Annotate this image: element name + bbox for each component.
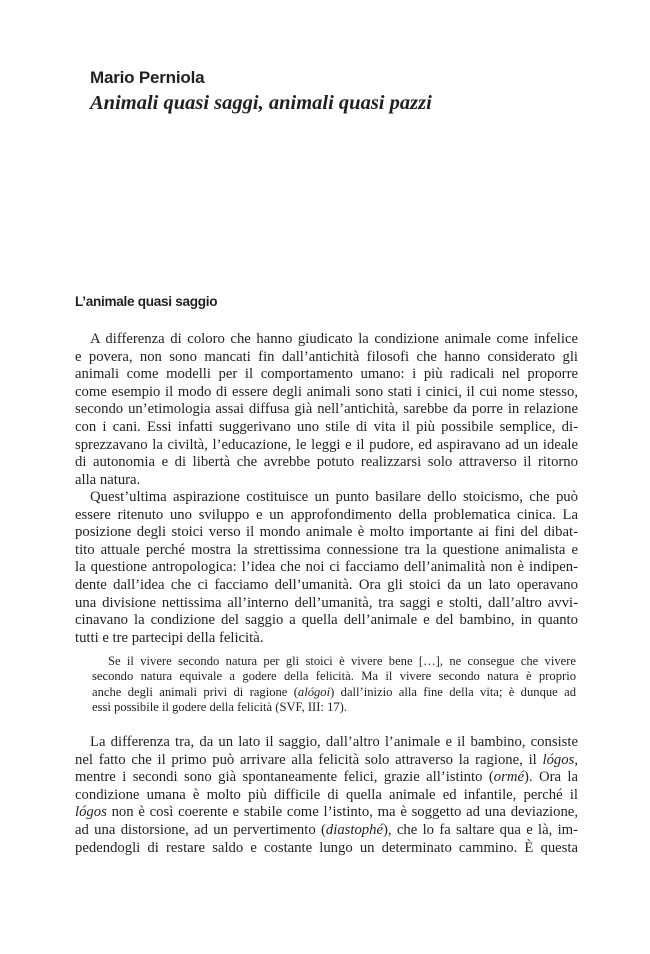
quote-line: Se il vivere secondo natura per gli stoici è vivere bene […], ne consegue che vivere bbox=[108, 654, 576, 668]
paragraph-line: La differenza tra, da un lato il saggio, dall’altro l’animale e il bambino, consiste bbox=[90, 734, 578, 750]
paragraph-line: secondo un’etimologia assai diffusa già nell’antichità, sarebbe da porre in relazione bbox=[75, 401, 578, 418]
paragraph-line: cinavano la condizione del saggio a quella dell’animale e del bambino, in quanto bbox=[75, 612, 578, 629]
paragraph-line: tutti e tre partecipi della felicità. bbox=[75, 629, 264, 646]
paragraph-line: animali come modelli per il comportamento umano: i più radicali nel proporre bbox=[75, 366, 578, 383]
paragraph-line: la questione antropologica: l’idea che noi ci facciamo dell’animalità non è indipen- bbox=[75, 559, 578, 576]
paragraph-line: essere ritenuto uno sviluppo e un approfondimento della problematica cinica. La bbox=[75, 506, 578, 523]
italic-term: lógos bbox=[542, 751, 575, 768]
paragraph-line: pedendogli di restare saldo e costante lungo un determinato cammino. È questa bbox=[75, 839, 578, 856]
paragraph-line: come esempio il modo di essere degli animali sono stati i cinici, il cui nome stesso, bbox=[75, 383, 578, 400]
paragraph-line bbox=[75, 822, 578, 840]
paragraph-line bbox=[75, 752, 578, 770]
paragraph-line: A differenza di coloro che hanno giudicato la condizione animale come infelice bbox=[90, 331, 578, 347]
paragraph-line: condizione umana è molto più difficile di quella animale ed infantile, perché il bbox=[75, 786, 578, 803]
paragraph-line bbox=[75, 804, 578, 822]
paragraph-2 bbox=[75, 489, 578, 647]
quote-line: essi possibile il godere della felicità (SVF, III: 17). bbox=[92, 700, 348, 715]
paragraph-text: ), che lo fa saltare qua e là, im- bbox=[383, 821, 578, 838]
paragraph-line: e povera, non sono mancati fin dall’antichità filosofi che hanno considerato gli bbox=[75, 348, 578, 365]
paragraph-text: nel fatto che il primo può arrivare alla felicità solo attraverso la ragione, il bbox=[75, 751, 543, 768]
quote-italic-term: alógoi bbox=[297, 684, 331, 699]
paragraph-text: non è così coerente e stabile come l’istinto, ma è soggetto ad una deviazione, bbox=[106, 804, 578, 821]
paragraph-line: una divisione nettissima all’interno dell’umanità, tra saggi e stolti, dall’altro avvi- bbox=[75, 594, 578, 611]
quote-text: ) dall’inizio alla fine della vita; è dunque ad bbox=[330, 684, 576, 699]
paragraph-text: ad una distorsione, ad un pervertimento ( bbox=[75, 821, 326, 838]
quote-text: anche degli animali privi di ragione ( bbox=[92, 684, 298, 699]
paragraph-line: posizione degli stoici verso il mondo animale è molto importante ai fini del dibat- bbox=[75, 524, 578, 541]
quote-line: secondo natura equivale a godere della felicità. Ma il vivere secondo natura è proprio bbox=[92, 669, 576, 684]
paragraph-3 bbox=[75, 734, 578, 857]
paragraph-text: , bbox=[574, 751, 578, 768]
paragraph-1 bbox=[75, 331, 578, 489]
paragraph-line: Quest’ultima aspirazione costituisce un punto basilare dello stoicismo, che può bbox=[90, 489, 578, 505]
paragraph-line: sprezzavano la civiltà, l’educazione, le leggi e il pudore, ed aspiravano ad un ideale bbox=[75, 436, 578, 453]
italic-term: diastophé bbox=[325, 821, 384, 838]
paragraph-line: di autonomia e di libertà che avrebbe potuto realizzarsi solo attraverso il ritorno bbox=[75, 454, 578, 471]
paragraph-line: con i cani. Essi infatti suggerivano uno stile di vita il più possibile semplice, di- bbox=[75, 418, 578, 435]
paragraph-text: ). Ora la bbox=[523, 769, 579, 786]
italic-term: lógos bbox=[75, 804, 107, 821]
italic-term: ormé bbox=[493, 769, 524, 786]
block-quote bbox=[92, 654, 576, 716]
essay-title: Animali quasi saggi, animali quasi pazzi bbox=[90, 92, 432, 114]
paragraph-line: dente dall’idea che ci facciamo dell’umanità. Ora gli stoici da un lato operavano bbox=[75, 576, 578, 593]
paragraph-line: alla natura. bbox=[75, 471, 141, 488]
author-name: Mario Perniola bbox=[90, 68, 205, 87]
section-heading: L’animale quasi saggio bbox=[75, 294, 218, 309]
paragraph-text: mentre i secondi sono già spontaneamente felici, grazie all’istinto ( bbox=[75, 769, 494, 786]
paragraph-line bbox=[75, 769, 578, 787]
quote-line bbox=[92, 685, 576, 700]
paragraph-line: tito attuale perché mostra la strettissima connessione tra la questione animalista e bbox=[75, 541, 578, 558]
